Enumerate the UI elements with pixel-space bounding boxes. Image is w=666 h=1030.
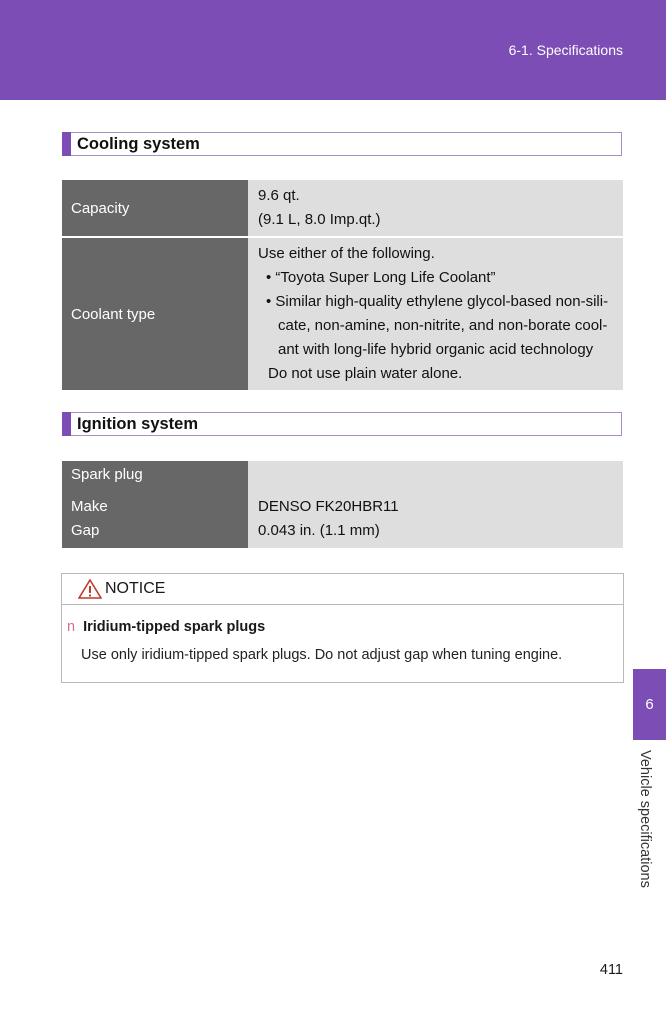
coolant-bullet-1: • “Toyota Super Long Life Coolant” xyxy=(266,269,496,286)
spark-plug-label: Spark plug xyxy=(71,466,143,483)
heading-accent-bar xyxy=(62,132,71,156)
chapter-number: 6 xyxy=(645,696,654,713)
coolant-bullet-2-line2: cate, non-amine, non-nitrite, and non-borate cool- xyxy=(278,317,608,334)
list-marker-icon: n xyxy=(67,619,76,635)
ignition-system-title: Ignition system xyxy=(77,415,199,433)
coolant-intro: Use either of the following. xyxy=(258,245,435,262)
header-title: 6-1. Specifications xyxy=(508,42,623,58)
table-row xyxy=(62,461,623,548)
ignition-spec-table xyxy=(62,461,623,548)
capacity-label: Capacity xyxy=(62,180,248,237)
coolant-bullet-2-line3: ant with long-life hybrid organic acid technology xyxy=(278,341,594,358)
page-header xyxy=(0,0,666,100)
ignition-system-heading xyxy=(62,412,622,436)
make-value: DENSO FK20HBR11 xyxy=(258,498,399,515)
gap-value: 0.043 in. (1.1 mm) xyxy=(258,522,380,539)
page-number: 411 xyxy=(599,962,623,978)
gap-label: Gap xyxy=(71,522,100,539)
chapter-tab xyxy=(633,669,666,740)
cooling-system-heading xyxy=(62,132,622,156)
cooling-system-title: Cooling system xyxy=(77,135,200,153)
chapter-label: Vehicle specifications xyxy=(637,750,653,888)
table-row xyxy=(62,180,623,237)
warning-icon xyxy=(78,579,102,599)
spark-plug-values xyxy=(248,461,623,548)
notice-item-title xyxy=(67,619,265,635)
heading-accent-bar xyxy=(62,412,71,436)
notice-item-heading: Iridium-tipped spark plugs xyxy=(83,619,266,635)
notice-box xyxy=(61,573,624,683)
capacity-value-line1: 9.6 qt. xyxy=(258,187,300,204)
capacity-value-line2: (9.1 L, 8.0 Imp.qt.) xyxy=(258,211,381,228)
coolant-bullet-2-line1: • Similar high-quality ethylene glycol-based non-sili- xyxy=(266,293,609,310)
notice-body: Use only iridium-tipped spark plugs. Do not adjust gap when tuning engine. xyxy=(81,647,563,663)
table-row xyxy=(62,237,623,390)
coolant-type-value xyxy=(248,237,623,390)
coolant-warning: Do not use plain water alone. xyxy=(268,365,463,382)
coolant-type-label: Coolant type xyxy=(62,237,248,390)
capacity-value xyxy=(248,180,623,237)
make-label: Make xyxy=(71,498,108,515)
cooling-spec-table xyxy=(62,180,623,390)
notice-title: NOTICE xyxy=(105,580,166,597)
notice-header xyxy=(62,574,623,605)
spark-plug-labels xyxy=(62,461,248,548)
